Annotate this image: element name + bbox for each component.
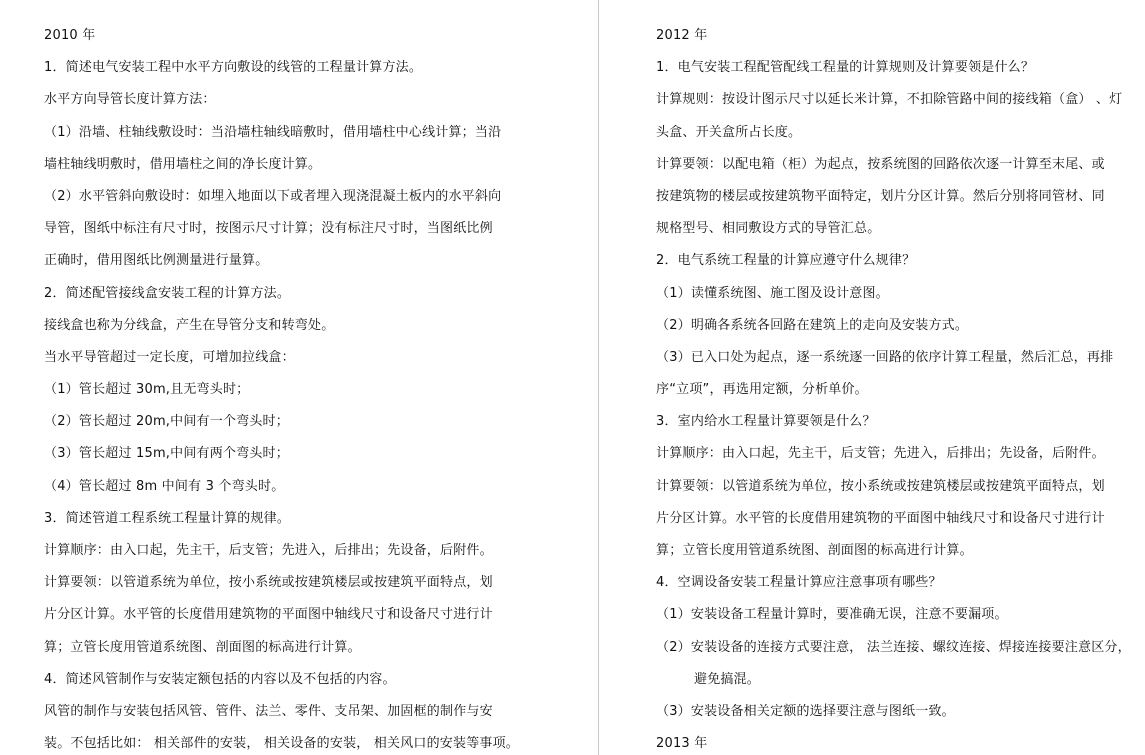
left-page-text (44, 24, 584, 755)
text-line: 规格型号、相同敷设方式的导管汇总。 (656, 221, 881, 237)
text-line: 算；立管长度用管道系统图、剖面图的标高进行计算。 (656, 543, 973, 558)
text-line: （2）水平管斜向敷设时：如埋入地面以下或者埋入现浇混凝土板内的水平斜向 (44, 188, 502, 204)
question-4-heading: 4．简述风管制作与安装定额包括的内容以及不包括的内容。 (44, 671, 396, 687)
text-line: （1）沿墙、柱轴线敷设时：当沿墙柱轴线暗敷时，借用墙柱中心线计算；当沿 (44, 124, 502, 140)
right-page-text (656, 24, 1145, 755)
text-line: 片分区计算。水平管的长度借用建筑物的平面图中轴线尺寸和设备尺寸进行计 (44, 607, 493, 623)
list-item: （3）管长超过 15m,中间有两个弯头时； (44, 446, 289, 462)
list-item-continuation: 避免搞混。 (694, 671, 761, 687)
year-heading-2013: 2013 年 (656, 736, 708, 752)
question-3-heading: 3．室内给水工程量计算要领是什么？ (656, 414, 876, 430)
text-line: 风管的制作与安装包括风管、管件、法兰、零件、支吊架、加固框的制作与安 (44, 703, 493, 719)
text-line: 序“立项”，再选用定额，分析单价。 (656, 382, 868, 398)
right-page (600, 0, 1145, 755)
text-line: 水平方向导管长度计算方法： (44, 92, 216, 108)
question-2-heading: 2．简述配管接线盒安装工程的计算方法。 (44, 285, 291, 301)
list-item: （2）管长超过 20m,中间有一个弯头时； (44, 414, 289, 430)
question-4-heading: 4．空调设备安装工程量计算应注意事项有哪些？ (656, 575, 942, 591)
text-line: 计算顺序：由入口起，先主干，后支管；先进入，后排出；先设备，后附件。 (656, 446, 1105, 462)
list-item: （1）管长超过 30m,且无弯头时； (44, 382, 250, 398)
text-line: 计算要领：以管道系统为单位，按小系统或按建筑楼层或按建筑平面特点，划 (656, 478, 1105, 494)
text-line: 导管，图纸中标注有尺寸时，按图示尺寸计算；没有标注尺寸时，当图纸比例 (44, 221, 493, 237)
question-1-heading: 1．电气安装工程配管配线工程量的计算规则及计算要领是什么？ (656, 60, 1035, 76)
list-item: （1）安装设备工程量计算时，要准确无误，注意不要漏项。 (656, 607, 1008, 623)
text-line: 装。不包括比如： 相关部件的安装， 相关设备的安装， 相关风口的安装等事项。 (44, 736, 519, 752)
list-item: （1）读懂系统图、施工图及设计意图。 (656, 285, 889, 301)
text-line: 当水平导管超过一定长度，可增加拉线盒： (44, 349, 295, 365)
list-item: （3）安装设备相关定额的选择要注意与图纸一致。 (656, 703, 955, 719)
question-1-heading: 1．简述电气安装工程中水平方向敷设的线管的工程量计算方法。 (44, 60, 423, 76)
question-3-heading: 3．简述管道工程系统工程量计算的规律。 (44, 510, 291, 526)
text-line: 按建筑物的楼层或按建筑物平面特定，划片分区计算。然后分别将同管材、同 (656, 188, 1105, 204)
list-item: （2）安装设备的连接方式要注意， 法兰连接、螺纹连接、焊接连接要注意区分， (656, 639, 1131, 655)
list-item: （3）已入口处为起点，逐一系统逐一回路的依序计算工程量，然后汇总，再排 (656, 349, 1114, 365)
list-item: （2）明确各系统各回路在建筑上的走向及安装方式。 (656, 317, 969, 333)
page-divider (598, 0, 599, 755)
text-line: 计算要领：以配电箱（柜）为起点，按系统图的回路依次逐一计算至末尾、或 (656, 156, 1105, 172)
text-line: 算；立管长度用管道系统图、剖面图的标高进行计算。 (44, 639, 361, 655)
text-line: 计算顺序：由入口起，先主干，后支管；先进入，后排出；先设备，后附件。 (44, 543, 493, 558)
text-line: 墙柱轴线明敷时，借用墙柱之间的净长度计算。 (44, 156, 322, 172)
year-heading-2010: 2010 年 (44, 28, 96, 43)
text-line: 头盒、开关盒所占长度。 (656, 124, 802, 140)
list-item: （4）管长超过 8m 中间有 3 个弯头时。 (44, 478, 285, 494)
text-line: 正确时，借用图纸比例测量进行量算。 (44, 253, 269, 269)
text-line: 计算规则：按设计图示尺寸以延长米计算，不扣除管路中间的接线箱（盒） 、灯 (656, 92, 1123, 108)
text-line: 片分区计算。水平管的长度借用建筑物的平面图中轴线尺寸和设备尺寸进行计 (656, 510, 1105, 526)
question-2-heading: 2．电气系统工程量的计算应遵守什么规律？ (656, 253, 916, 269)
text-line: 计算要领：以管道系统为单位，按小系统或按建筑楼层或按建筑平面特点，划 (44, 575, 493, 591)
text-line: 接线盒也称为分线盒，产生在导管分支和转弯处。 (44, 317, 335, 333)
year-heading-2012: 2012 年 (656, 28, 708, 43)
